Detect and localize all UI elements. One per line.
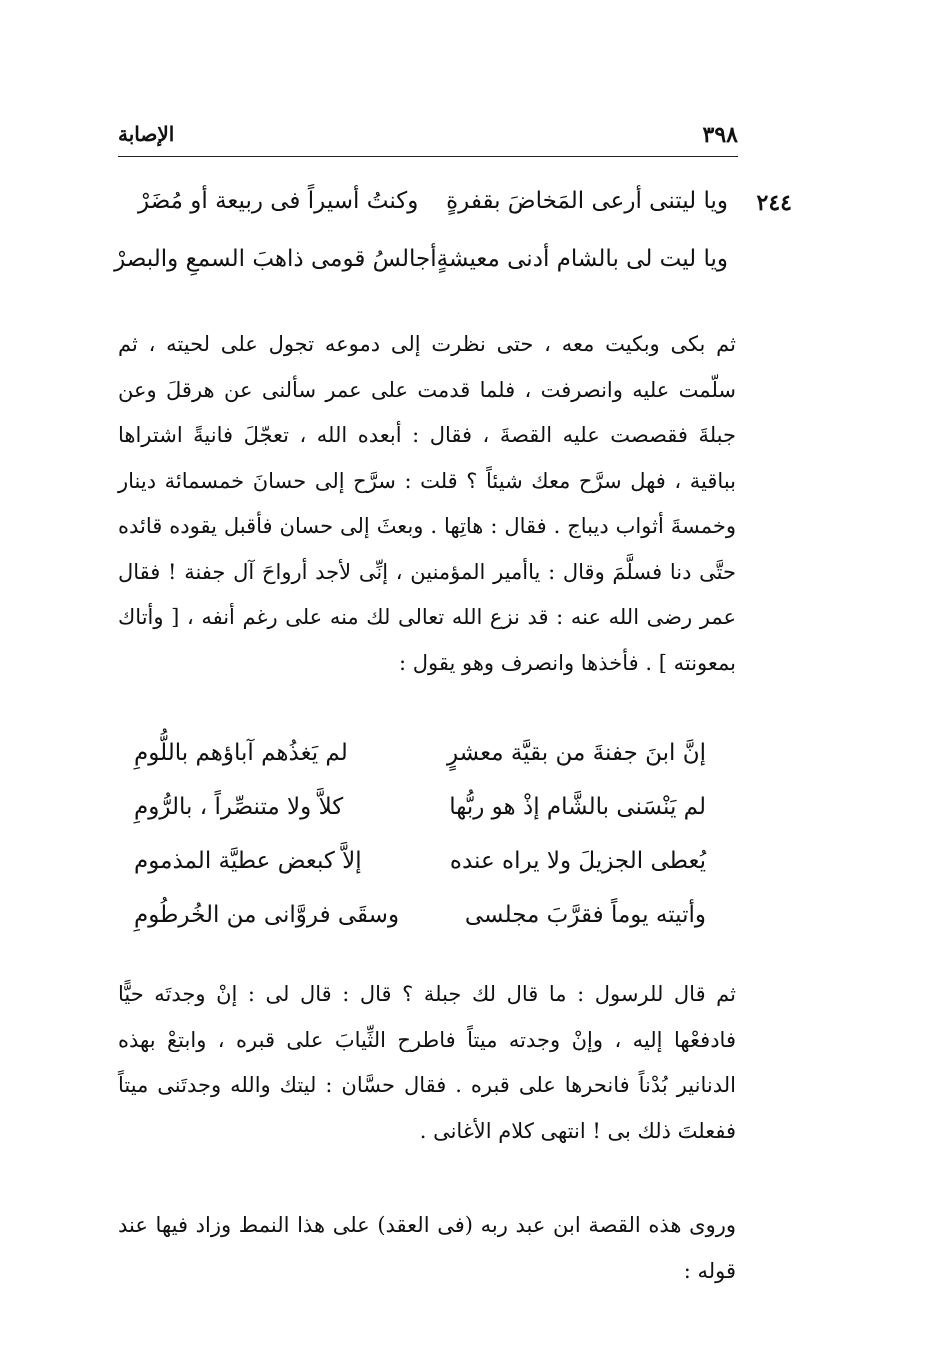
poem-block: [134, 740, 706, 956]
verse-second-hemistich: وسقَى فروَّانى من الخُرطُومِ: [134, 902, 400, 928]
poem-number: ٢٤٤: [756, 190, 792, 216]
verse-second-hemistich: كلاَّ ولا متنصِّراً ، بالرُّومِ: [134, 794, 344, 820]
prose-paragraph: ثم بكى وبكيت معه ، حتى نظرت إلى دموعه تجول على لحيته ، ثم سلّمت عليه وانصرفت ، فلما قدمت على عمر سألنى عن هرقلَ وعن جبلةَ فقصصت عليه القصةَ ، فقال : أبعده الله ، تعجّلَ فانيةً اشتراها بباقية ، فهل سرَّح معك شيئاً ؟ قلت : سرَّح إلى حسانَ خمسمائة دينار وخمسةَ أثواب ديباج . فقال : هاتِها . وبعثَ إلى حسان فأقبل يقوده قائده حتَّى دنا فسلَّمَ وقال : ياأمير المؤمنين ، إنِّى لأجد أرواحَ آل جفنة ! فقال عمر رضى الله عنه : قد نزع الله تعالى لك منه على رغم أنفه ، [ وأتاك بمعونته ] . فأخذها وانصرف وهو يقول :: [118, 332, 736, 675]
prose-paragraph: وروى هذه القصة ابن عبد ربه (فى العقد) على هذا النمط وزاد فيها عند قوله :: [118, 1213, 736, 1283]
verse-second-hemistich: لم يَغذُهم آباؤهم باللُّومِ: [134, 740, 348, 766]
verse-first-hemistich: إنَّ ابنَ جفنةَ من بقيَّة معشرٍ: [446, 740, 706, 766]
running-title: الإصابة: [118, 122, 175, 146]
verse-second-hemistich: إلاَّ كبعض عطيَّة المذموم: [134, 848, 362, 874]
verse-first-hemistich: وأتيته يوماً فقرَّبَ مجلسى: [464, 902, 706, 928]
prose-paragraph: ثم قال للرسول : ما قال لك جبلة ؟ قال : قال لى : إنْ وجدتَه حيًّا فادفعْها إليه ، وإنْ وجدته ميتاً فاطرح الثِّيابَ على قبره ، وابتعْ بهذه الدنانير بُدْناً فانحرها على قبره . فقال حسَّان : ليتك والله وجدتَنى ميتاً ففعلتَ ذلك بى ! انتهى كلام الأغانى .: [118, 982, 736, 1143]
verse-first-hemistich: ويا ليت لى بالشام أدنى معيشةٍ: [436, 246, 728, 272]
verse-second-hemistich: وكنتُ أسيراً فى ربيعة أو مُضَرْ: [138, 188, 419, 214]
verse-line: [138, 188, 728, 246]
verse-first-hemistich: يُعطى الجزيلَ ولا يراه عنده: [449, 848, 706, 874]
page-number: ٣٩٨: [702, 122, 738, 148]
poem-block: [114, 188, 728, 304]
verse-first-hemistich: ويا ليتنى أرعى المَخاضَ بقفرةٍ: [446, 188, 728, 214]
verse-line: [134, 902, 706, 956]
verse-line: [134, 848, 706, 902]
verse-line: [134, 740, 706, 794]
page-header: [118, 118, 738, 154]
header-rule: [118, 156, 738, 157]
verse-second-hemistich: أجالسُ قومى ذاهبَ السمعِ والبصرْ: [114, 246, 437, 272]
verse-line: [114, 246, 728, 304]
verse-first-hemistich: لم يَنْسَنى بالشَّام إذْ هو ربُّها: [449, 794, 706, 820]
verse-line: [134, 794, 706, 848]
